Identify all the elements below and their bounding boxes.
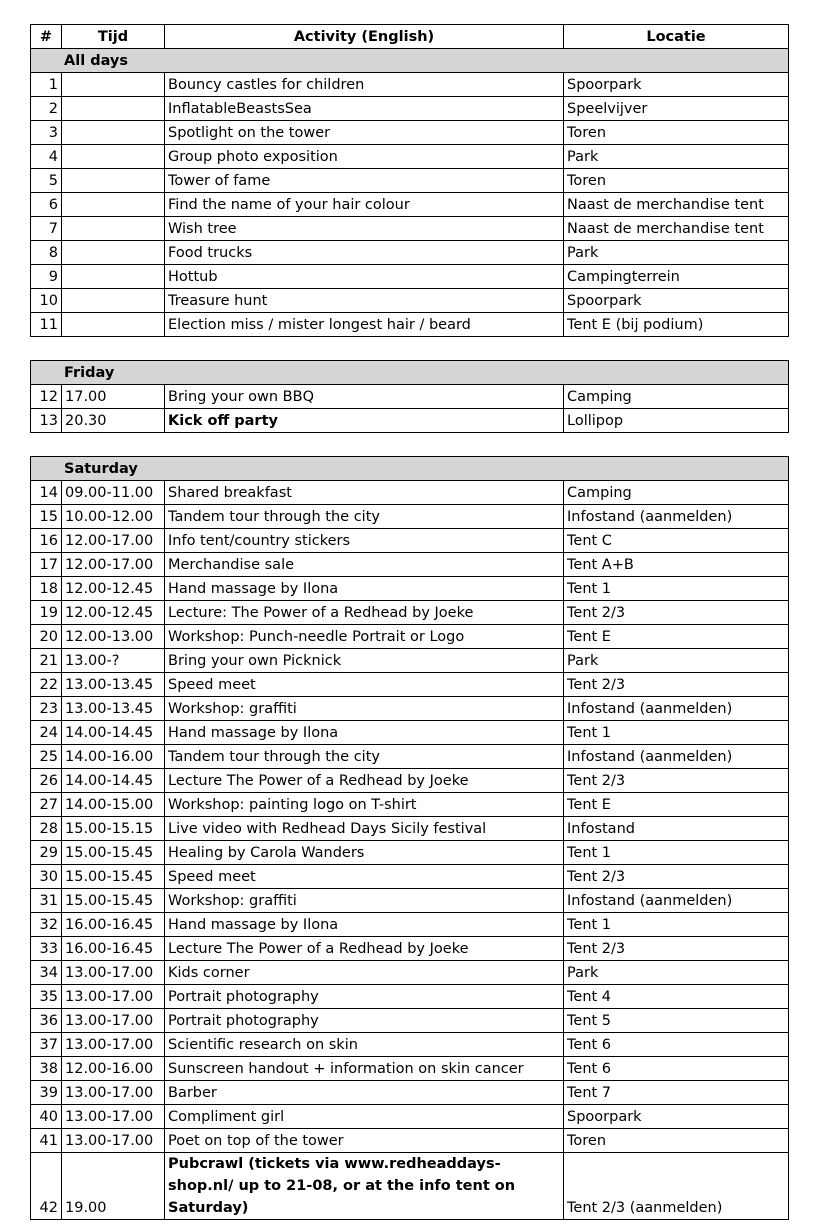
row-location: Naast de merchandise tent (564, 217, 789, 241)
row-activity: Spotlight on the tower (165, 121, 564, 145)
row-number: 35 (31, 985, 62, 1009)
saturday-table (30, 456, 789, 1220)
row-location: Park (564, 649, 789, 673)
row-time: 13.00-13.45 (62, 697, 165, 721)
table-row (31, 505, 789, 529)
row-location: Tent 2/3 (564, 601, 789, 625)
row-location: Camping (564, 481, 789, 505)
row-number: 8 (31, 241, 62, 265)
row-location: Tent 1 (564, 721, 789, 745)
table-row (31, 721, 789, 745)
row-number: 10 (31, 289, 62, 313)
table-row (31, 265, 789, 289)
row-location: Tent 1 (564, 577, 789, 601)
table-row (31, 481, 789, 505)
row-time (62, 169, 165, 193)
row-time: 13.00-17.00 (62, 1129, 165, 1153)
row-activity: Portrait photography (165, 985, 564, 1009)
row-number: 23 (31, 697, 62, 721)
row-activity: Tandem tour through the city (165, 505, 564, 529)
row-location: Infostand (aanmelden) (564, 505, 789, 529)
table-row (31, 793, 789, 817)
row-number: 41 (31, 1129, 62, 1153)
table-row (31, 1081, 789, 1105)
table-row (31, 1105, 789, 1129)
row-number: 37 (31, 1033, 62, 1057)
row-activity: Sunscreen handout + information on skin cancer (165, 1057, 564, 1081)
row-activity: Kids corner (165, 961, 564, 985)
table-row (31, 937, 789, 961)
row-time: 12.00-12.45 (62, 601, 165, 625)
row-number: 31 (31, 889, 62, 913)
table-row (31, 169, 789, 193)
table-row (31, 97, 789, 121)
row-number: 20 (31, 625, 62, 649)
table-row (31, 529, 789, 553)
row-activity: Workshop: Punch-needle Portrait or Logo (165, 625, 564, 649)
row-activity: Scientific research on skin (165, 1033, 564, 1057)
row-number: 12 (31, 385, 62, 409)
row-activity: Kick off party (165, 409, 564, 433)
row-activity: Lecture: The Power of a Redhead by Joeke (165, 601, 564, 625)
table-row (31, 1129, 789, 1153)
row-number: 13 (31, 409, 62, 433)
row-number: 28 (31, 817, 62, 841)
row-time: 10.00-12.00 (62, 505, 165, 529)
row-location: Tent E (bij podium) (564, 313, 789, 337)
row-time: 15.00-15.15 (62, 817, 165, 841)
row-time: 15.00-15.45 (62, 841, 165, 865)
table-row (31, 409, 789, 433)
row-location: Tent E (564, 625, 789, 649)
row-location: Infostand (aanmelden) (564, 889, 789, 913)
row-number: 36 (31, 1009, 62, 1033)
header-row (31, 25, 789, 49)
row-location: Campingterrein (564, 265, 789, 289)
row-activity: Bring your own Picknick (165, 649, 564, 673)
friday-body (31, 361, 789, 433)
row-number: 19 (31, 601, 62, 625)
row-number: 22 (31, 673, 62, 697)
row-activity: Poet on top of the tower (165, 1129, 564, 1153)
row-time: 13.00-13.45 (62, 673, 165, 697)
row-number: 4 (31, 145, 62, 169)
row-time (62, 217, 165, 241)
row-activity: Election miss / mister longest hair / beard (165, 313, 564, 337)
row-location: Tent 2/3 (564, 673, 789, 697)
table-row (31, 1009, 789, 1033)
row-time: 16.00-16.45 (62, 913, 165, 937)
row-time: 13.00-17.00 (62, 1105, 165, 1129)
row-location: Lollipop (564, 409, 789, 433)
table-row (31, 289, 789, 313)
row-time: 13.00-17.00 (62, 961, 165, 985)
row-activity: Hand massage by Ilona (165, 913, 564, 937)
row-time: 14.00-16.00 (62, 745, 165, 769)
table-row (31, 73, 789, 97)
section-title-saturday: Saturday (31, 457, 789, 481)
table-row (31, 313, 789, 337)
row-activity: Lecture The Power of a Redhead by Joeke (165, 937, 564, 961)
row-activity: Workshop: graffiti (165, 889, 564, 913)
row-time: 14.00-14.45 (62, 721, 165, 745)
row-location: Park (564, 241, 789, 265)
row-number: 32 (31, 913, 62, 937)
row-time: 12.00-12.45 (62, 577, 165, 601)
row-time: 12.00-17.00 (62, 529, 165, 553)
section-title-all-days: All days (31, 49, 789, 73)
row-number: 2 (31, 97, 62, 121)
row-location: Tent 1 (564, 841, 789, 865)
table-row (31, 817, 789, 841)
row-number: 6 (31, 193, 62, 217)
row-time: 13.00-17.00 (62, 985, 165, 1009)
row-activity: Compliment girl (165, 1105, 564, 1129)
table-row (31, 121, 789, 145)
table-row (31, 673, 789, 697)
row-number: 1 (31, 73, 62, 97)
row-time (62, 73, 165, 97)
row-location: Spoorpark (564, 289, 789, 313)
row-location: Toren (564, 169, 789, 193)
row-number: 40 (31, 1105, 62, 1129)
table-row (31, 1153, 789, 1220)
row-time: 13.00-? (62, 649, 165, 673)
table-row (31, 841, 789, 865)
row-activity: Bring your own BBQ (165, 385, 564, 409)
row-time: 15.00-15.45 (62, 889, 165, 913)
section-header-friday (31, 361, 789, 385)
row-location: Infostand (564, 817, 789, 841)
row-location: Tent A+B (564, 553, 789, 577)
row-location: Infostand (aanmelden) (564, 745, 789, 769)
row-location: Tent 7 (564, 1081, 789, 1105)
section-header-saturday (31, 457, 789, 481)
row-number: 25 (31, 745, 62, 769)
row-time (62, 193, 165, 217)
row-activity: InflatableBeastsSea (165, 97, 564, 121)
row-location: Tent 2/3 (564, 937, 789, 961)
row-location: Park (564, 145, 789, 169)
row-number: 21 (31, 649, 62, 673)
row-activity: Workshop: painting logo on T-shirt (165, 793, 564, 817)
row-time: 13.00-17.00 (62, 1009, 165, 1033)
row-number: 33 (31, 937, 62, 961)
row-activity: Barber (165, 1081, 564, 1105)
row-activity: Lecture The Power of a Redhead by Joeke (165, 769, 564, 793)
row-location: Tent C (564, 529, 789, 553)
row-activity: Speed meet (165, 865, 564, 889)
row-time: 16.00-16.45 (62, 937, 165, 961)
row-number: 14 (31, 481, 62, 505)
row-activity: Pubcrawl (tickets via www.redheaddays-shop.nl/ up to 21-08, or at the info tent on Saturday) (165, 1153, 564, 1220)
row-activity: Info tent/country stickers (165, 529, 564, 553)
row-activity: Merchandise sale (165, 553, 564, 577)
section-title-friday: Friday (31, 361, 789, 385)
row-number: 5 (31, 169, 62, 193)
row-location: Tent 2/3 (564, 769, 789, 793)
row-activity: Group photo exposition (165, 145, 564, 169)
table-row (31, 889, 789, 913)
row-time: 15.00-15.45 (62, 865, 165, 889)
row-number: 16 (31, 529, 62, 553)
table-row (31, 241, 789, 265)
row-number: 11 (31, 313, 62, 337)
row-location: Tent 2/3 (aanmelden) (564, 1153, 789, 1220)
row-location: Tent 1 (564, 913, 789, 937)
row-number: 34 (31, 961, 62, 985)
row-time (62, 241, 165, 265)
row-number: 26 (31, 769, 62, 793)
table-row (31, 961, 789, 985)
row-number: 39 (31, 1081, 62, 1105)
row-activity: Food trucks (165, 241, 564, 265)
table-row (31, 985, 789, 1009)
row-time (62, 121, 165, 145)
table-row (31, 697, 789, 721)
table-row (31, 145, 789, 169)
table-row (31, 865, 789, 889)
row-activity: Healing by Carola Wanders (165, 841, 564, 865)
row-location: Tent 6 (564, 1033, 789, 1057)
row-time (62, 289, 165, 313)
row-activity: Bouncy castles for children (165, 73, 564, 97)
table-row (31, 385, 789, 409)
row-location: Tent 5 (564, 1009, 789, 1033)
header-location: Locatie (564, 25, 789, 49)
row-location: Camping (564, 385, 789, 409)
row-number: 18 (31, 577, 62, 601)
row-time (62, 97, 165, 121)
all-days-body (31, 49, 789, 337)
row-activity: Treasure hunt (165, 289, 564, 313)
row-time: 20.30 (62, 409, 165, 433)
row-time: 14.00-15.00 (62, 793, 165, 817)
row-location: Spoorpark (564, 73, 789, 97)
row-time: 17.00 (62, 385, 165, 409)
row-time: 14.00-14.45 (62, 769, 165, 793)
row-time (62, 265, 165, 289)
table-row (31, 601, 789, 625)
row-location: Toren (564, 121, 789, 145)
row-activity: Tower of fame (165, 169, 564, 193)
row-time: 09.00-11.00 (62, 481, 165, 505)
table-row (31, 553, 789, 577)
saturday-body (31, 457, 789, 1220)
row-location: Tent E (564, 793, 789, 817)
row-number: 30 (31, 865, 62, 889)
row-time: 12.00-17.00 (62, 553, 165, 577)
row-number: 24 (31, 721, 62, 745)
row-location: Tent 2/3 (564, 865, 789, 889)
table-row (31, 1057, 789, 1081)
row-activity: Portrait photography (165, 1009, 564, 1033)
row-activity: Hand massage by Ilona (165, 577, 564, 601)
row-activity: Hand massage by Ilona (165, 721, 564, 745)
row-number: 7 (31, 217, 62, 241)
row-time: 12.00-16.00 (62, 1057, 165, 1081)
row-time (62, 145, 165, 169)
row-time (62, 313, 165, 337)
row-number: 27 (31, 793, 62, 817)
table-row (31, 217, 789, 241)
table-row (31, 649, 789, 673)
row-activity: Speed meet (165, 673, 564, 697)
row-number: 15 (31, 505, 62, 529)
header-num: # (31, 25, 62, 49)
row-number: 42 (31, 1153, 62, 1220)
row-location: Park (564, 961, 789, 985)
row-location: Spoorpark (564, 1105, 789, 1129)
row-activity: Tandem tour through the city (165, 745, 564, 769)
table-row (31, 1033, 789, 1057)
row-activity: Workshop: graffiti (165, 697, 564, 721)
row-activity: Find the name of your hair colour (165, 193, 564, 217)
header-activity: Activity (English) (165, 25, 564, 49)
row-number: 29 (31, 841, 62, 865)
row-number: 3 (31, 121, 62, 145)
section-header-all-days (31, 49, 789, 73)
row-location: Tent 4 (564, 985, 789, 1009)
header-time: Tijd (62, 25, 165, 49)
row-activity: Hottub (165, 265, 564, 289)
row-time: 19.00 (62, 1153, 165, 1220)
all-days-table (30, 24, 789, 337)
table-row (31, 745, 789, 769)
friday-table (30, 360, 789, 433)
table-row (31, 913, 789, 937)
row-location: Speelvijver (564, 97, 789, 121)
row-activity: Live video with Redhead Days Sicily festival (165, 817, 564, 841)
row-activity: Shared breakfast (165, 481, 564, 505)
row-time: 13.00-17.00 (62, 1033, 165, 1057)
row-location: Toren (564, 1129, 789, 1153)
row-number: 9 (31, 265, 62, 289)
row-location: Tent 6 (564, 1057, 789, 1081)
row-time: 12.00-13.00 (62, 625, 165, 649)
table-row (31, 193, 789, 217)
row-activity: Wish tree (165, 217, 564, 241)
row-location: Infostand (aanmelden) (564, 697, 789, 721)
table-row (31, 769, 789, 793)
row-time: 13.00-17.00 (62, 1081, 165, 1105)
row-number: 17 (31, 553, 62, 577)
table-row (31, 625, 789, 649)
table-row (31, 577, 789, 601)
row-number: 38 (31, 1057, 62, 1081)
row-location: Naast de merchandise tent (564, 193, 789, 217)
